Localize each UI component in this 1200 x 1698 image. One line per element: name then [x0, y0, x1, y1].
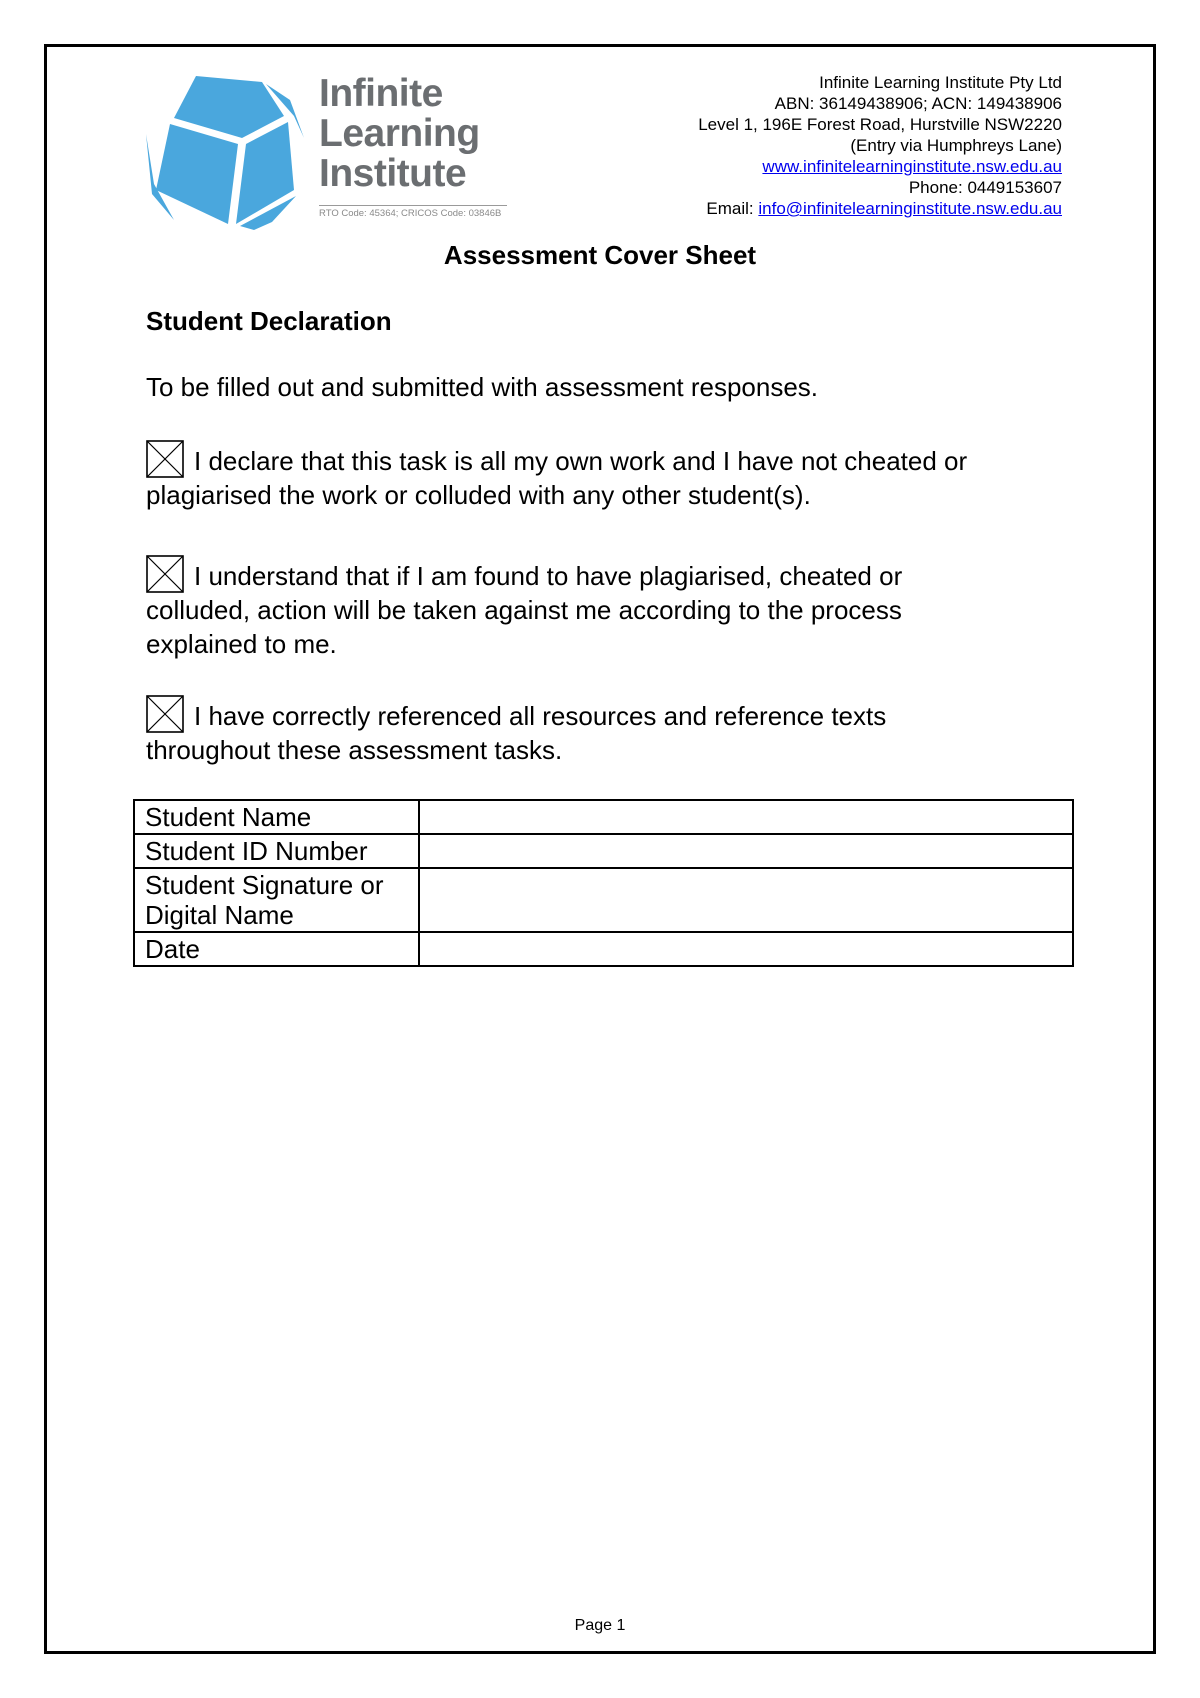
company-abn: ABN: 36149438906; ACN: 149438906	[774, 94, 1062, 113]
declaration-item	[146, 555, 1066, 661]
intro-text: To be filled out and submitted with assessment responses.	[146, 372, 819, 402]
table-row	[134, 932, 1073, 966]
declaration-item	[146, 695, 1066, 767]
company-email-row	[698, 198, 1062, 219]
student-name-field[interactable]	[419, 800, 1073, 834]
signature-label-line: Student Signature or	[145, 870, 384, 900]
page-number: Page 1	[574, 1617, 626, 1634]
company-entry: (Entry via Humphreys Lane)	[850, 136, 1062, 155]
cube-logo-icon	[144, 72, 309, 232]
checked-checkbox-icon[interactable]	[146, 440, 184, 478]
section-title: Student Declaration	[146, 306, 392, 336]
institute-logo	[144, 72, 514, 232]
date-field[interactable]	[419, 932, 1073, 966]
declaration-item	[146, 440, 1066, 512]
logo-line: Institute	[319, 152, 467, 195]
company-website-link[interactable]: www.infinitelearninginstitute.nsw.edu.au	[762, 157, 1062, 176]
declaration-text: throughout these assessment tasks.	[146, 735, 563, 765]
company-address: Level 1, 196E Forest Road, Hurstville NSW2220	[698, 115, 1062, 134]
student-signature-label	[134, 868, 419, 932]
document-title: Assessment Cover Sheet	[443, 240, 757, 270]
table-row	[134, 868, 1073, 932]
company-email-link[interactable]: info@infinitelearninginstitute.nsw.edu.au	[758, 199, 1062, 218]
company-phone: Phone: 0449153607	[908, 178, 1062, 197]
checked-checkbox-icon[interactable]	[146, 555, 184, 593]
student-name-label: Student Name	[134, 800, 419, 834]
student-info-table	[133, 799, 1074, 967]
student-id-field[interactable]	[419, 834, 1073, 868]
signature-label-line: Digital Name	[145, 900, 294, 930]
student-signature-field[interactable]	[419, 868, 1073, 932]
declaration-text: I declare that this task is all my own work and I have not cheated or	[194, 446, 968, 476]
declaration-text: plagiarised the work or colluded with any other student(s).	[146, 480, 811, 510]
checked-checkbox-icon[interactable]	[146, 695, 184, 733]
logo-wordmark	[319, 74, 480, 194]
logo-line: Learning	[319, 112, 480, 155]
declaration-text: explained to me.	[146, 629, 337, 659]
date-label: Date	[134, 932, 419, 966]
company-details	[698, 72, 1062, 219]
logo-line: Infinite	[319, 72, 443, 115]
table-row	[134, 800, 1073, 834]
logo-registration-codes: RTO Code: 45364; CRICOS Code: 03846B	[319, 208, 502, 219]
declaration-text: colluded, action will be taken against me according to the process	[146, 595, 902, 625]
company-name: Infinite Learning Institute Pty Ltd	[819, 73, 1062, 92]
company-email-label: Email:	[706, 199, 759, 218]
declaration-text: I understand that if I am found to have plagiarised, cheated or	[194, 561, 903, 591]
declaration-text: I have correctly referenced all resources and reference texts	[194, 701, 887, 731]
logo-divider	[319, 205, 507, 206]
table-row	[134, 834, 1073, 868]
student-id-label: Student ID Number	[134, 834, 419, 868]
